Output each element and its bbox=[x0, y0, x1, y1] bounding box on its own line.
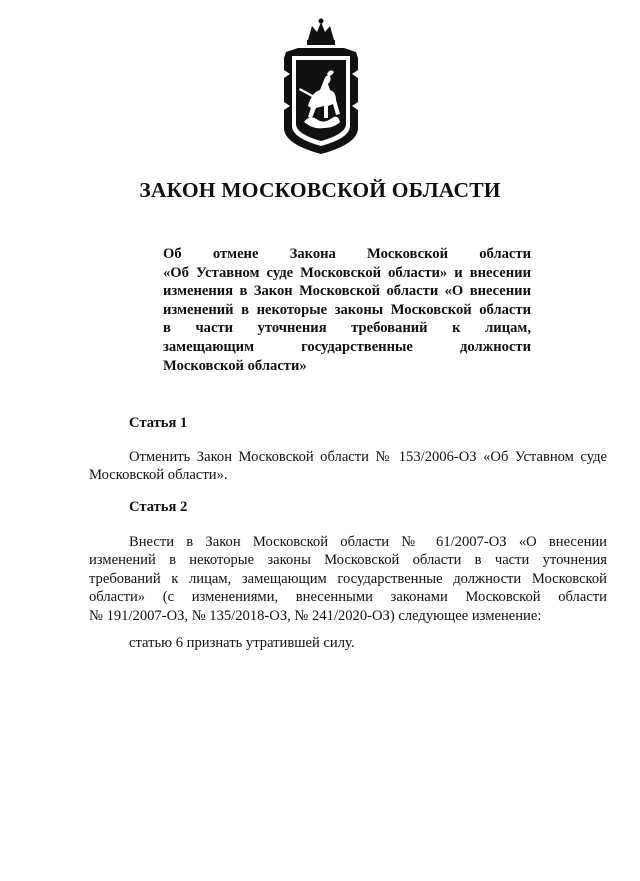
article-2-item: статью 6 признать утратившей силу. bbox=[129, 635, 355, 651]
subject-line: изменений в некоторые законы Московской области bbox=[163, 301, 531, 318]
law-subject bbox=[163, 245, 531, 375]
article-2-line: № 191/2007-ОЗ, № 135/2018-ОЗ, № 241/2020-ОЗ) следующее изменение: bbox=[89, 607, 542, 624]
article-1-heading: Статья 1 bbox=[129, 415, 188, 431]
article-2-text bbox=[89, 533, 607, 625]
article-2-heading: Статья 2 bbox=[129, 499, 188, 515]
article-1-text bbox=[89, 448, 607, 485]
subject-line: замещающим государственные должности bbox=[163, 338, 531, 355]
article-2-line: области» (с изменениями, внесенными законами Московской области bbox=[89, 589, 607, 606]
subject-line: изменения в Закон Московской области «О внесении bbox=[163, 283, 531, 300]
coat-of-arms-emblem bbox=[278, 18, 364, 156]
article-2-line: изменений в некоторые законы Московской области в части уточнения bbox=[89, 552, 607, 569]
subject-line: Московской области» bbox=[163, 357, 307, 374]
article-2-line: Внести в Закон Московской области № 61/2007-ОЗ «О внесении bbox=[129, 534, 607, 550]
subject-line: Об отмене Закона Московской области bbox=[163, 246, 531, 262]
article-1-line: Отменить Закон Московской области № 153/2006-ОЗ «Об Уставном суде bbox=[129, 449, 607, 465]
subject-line: в части уточнения требований к лицам, bbox=[163, 320, 531, 337]
subject-line: «Об Уставном суде Московской области» и внесении bbox=[163, 264, 531, 281]
document-title: ЗАКОН МОСКОВСКОЙ ОБЛАСТИ bbox=[139, 178, 501, 202]
article-1-line: Московской области». bbox=[89, 467, 228, 484]
article-2-line: требований к лицам, замещающим государственные должности Московской bbox=[89, 570, 607, 587]
